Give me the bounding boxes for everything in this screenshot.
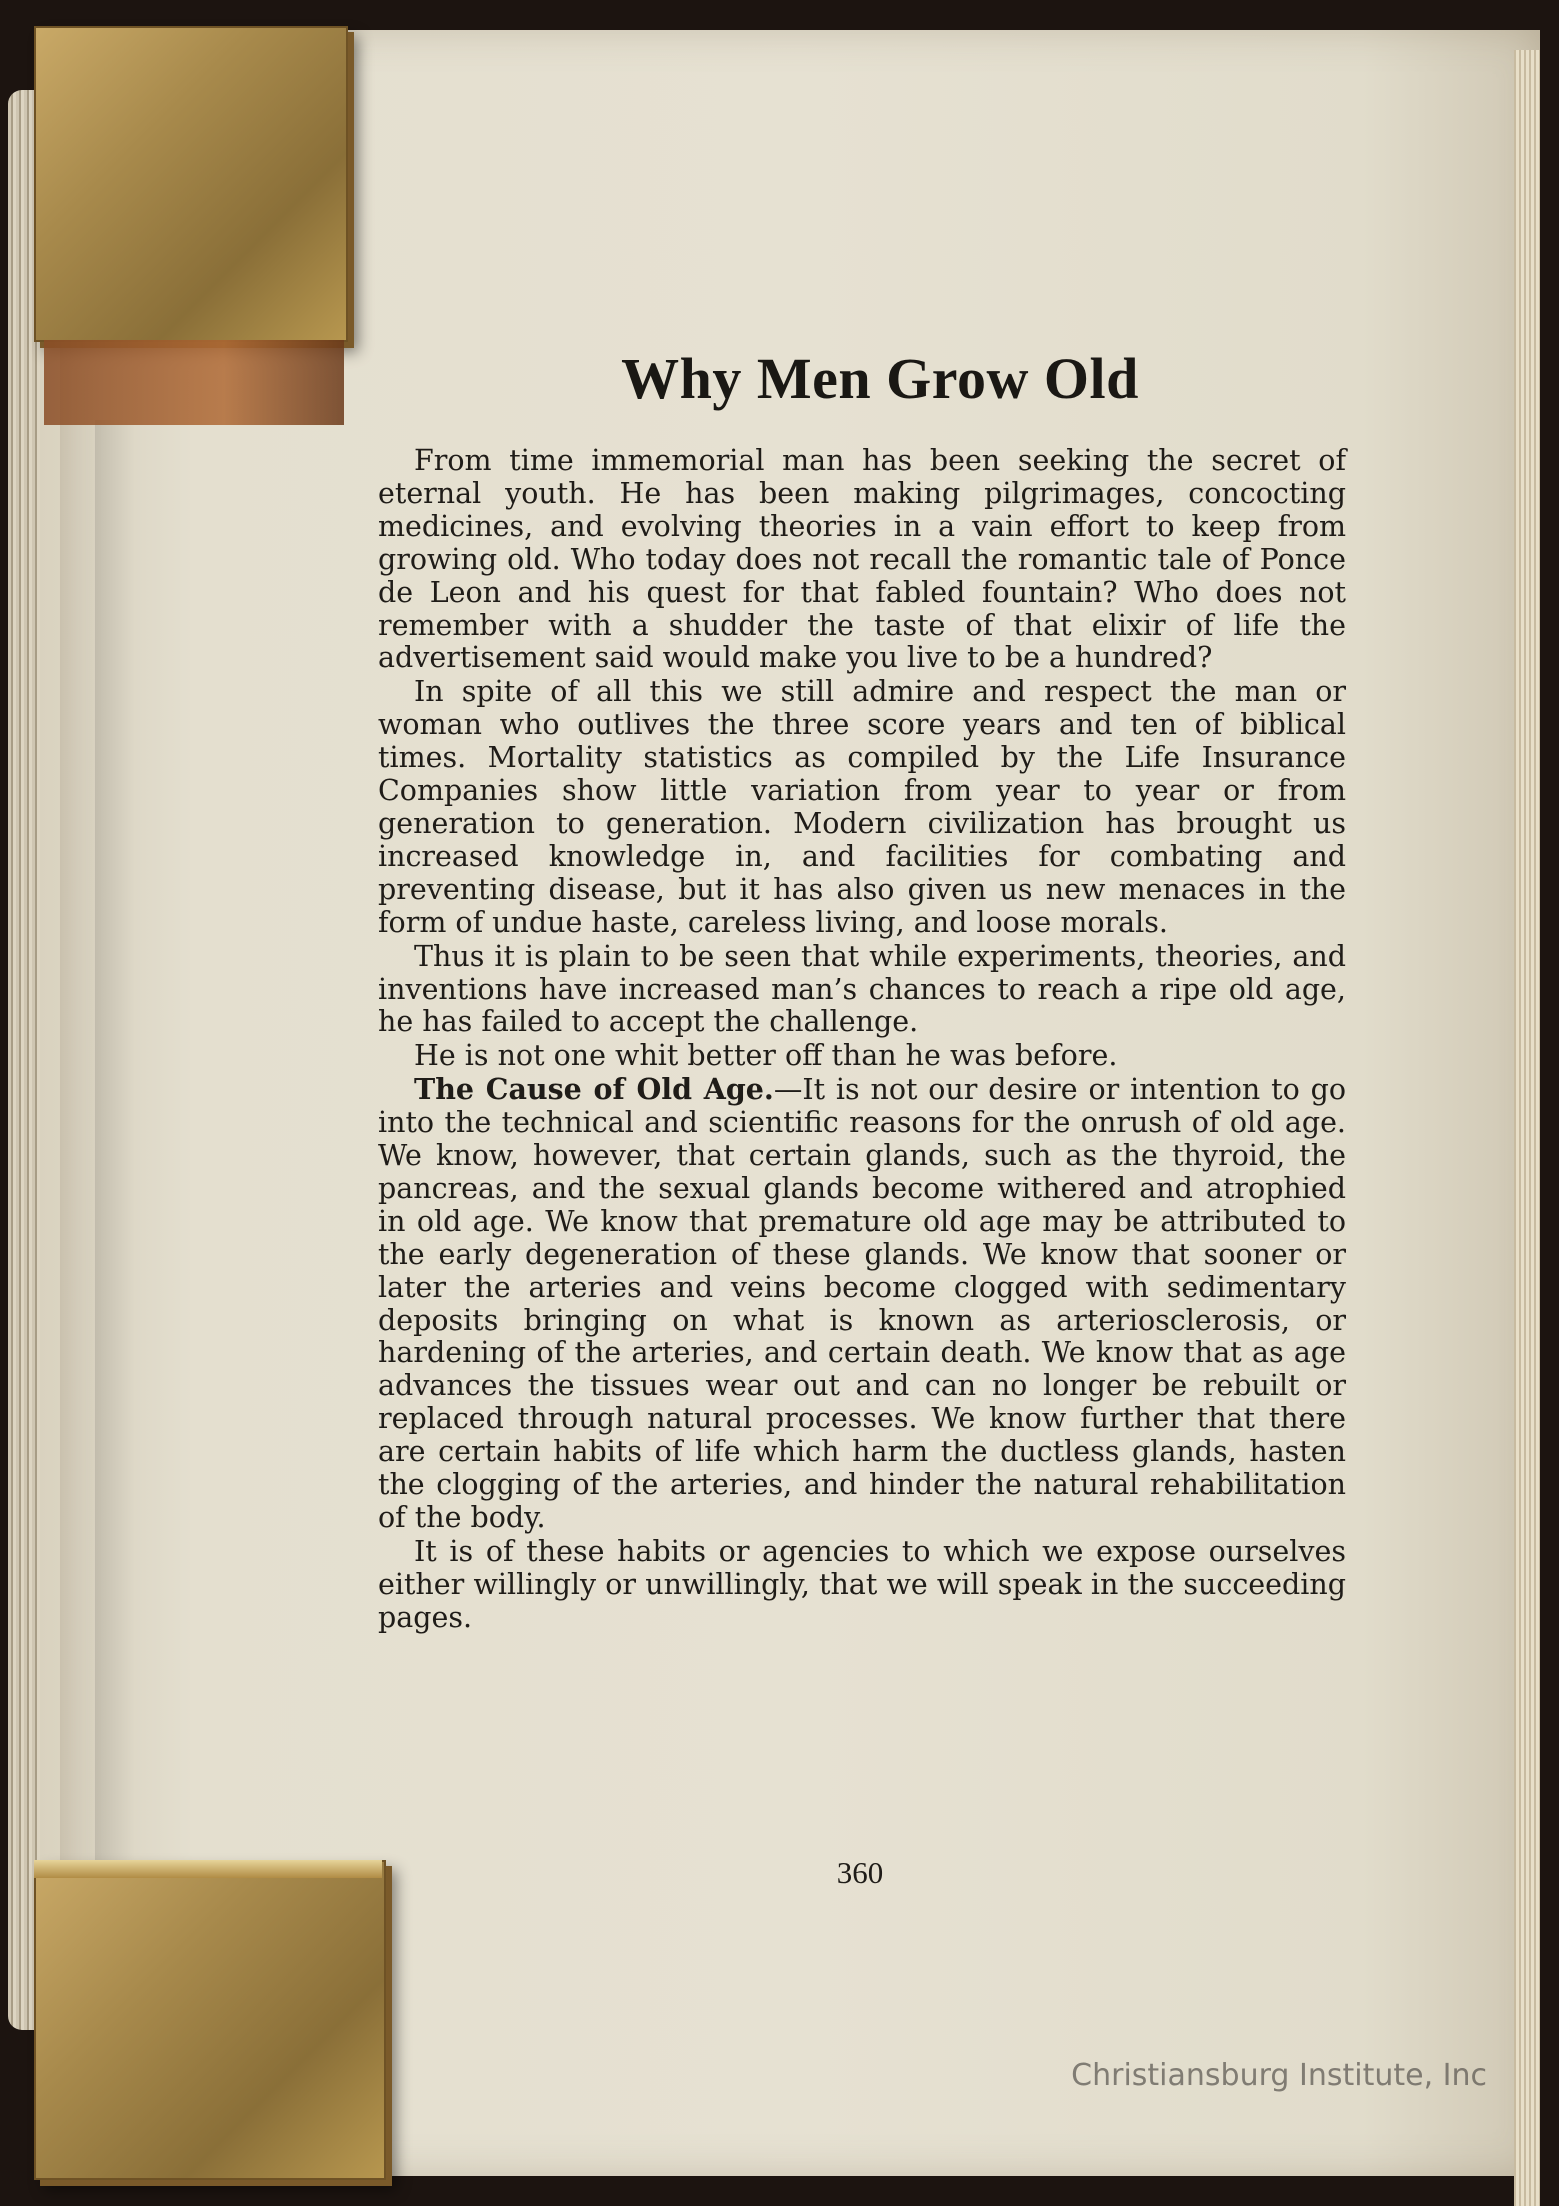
paragraph: [378, 1535, 1346, 1635]
paragraph-text: —It is not our desire or intention to go into the technical and scientific reasons for the onrush of old age. We know, however, that certain glands, such as the thyroid, the pancreas, and the sexual glands become withered and atrophied in old age. We know that premature old age may be attributed to the early degeneration of these glands. We know that sooner or later the arteries and veins become clogged with sedimentary deposits bringing on what is known as arteriosclerosis, or hardening of the arteries, and certain death. We know that as age advances the tissues wear out and can no longer be rebuilt or replaced through natural processes. We know further that there are certain habits of life which harm the ductless glands, hasten the clogging of the arteries, and hinder the natural rehabilitation of the body.: [378, 1073, 1346, 1534]
paragraph: [378, 940, 1346, 1040]
paragraph-text: In spite of all this we still admire and respect the man or woman who outlives the three score years and ten of biblical times. Mortality statistics as compiled by the Life Insurance Companies show little variation from year to year or from generation to generation. Modern civilization has brought us increased knowledge in, and facilities for combating and preventing disease, but it has also given us new menaces in the form of undue haste, careless living, and loose morals.: [378, 675, 1346, 939]
bottom-corner-cap: [34, 1860, 382, 1878]
paragraph: [378, 675, 1346, 939]
paragraph: [378, 444, 1346, 675]
paragraph-text: From time immemorial man has been seeking the secret of eternal youth. He has been making pilgrimages, concocting medicines, and evolving theories in a vain effort to keep from growing old. Who today does not recall the romantic tale of Ponce de Leon and his quest for that fabled fountain? Who does not remember with a shudder the taste of that elixir of life the advertisement said would make you live to be a hundred?: [378, 444, 1346, 675]
chapter-title: Why Men Grow Old: [621, 346, 1139, 411]
section-heading-cause-of-old-age: The Cause of Old Age.: [414, 1072, 774, 1107]
page-number: 360: [836, 1855, 884, 1890]
top-corner-protector: [34, 26, 348, 342]
paragraph-text: Thus it is plain to be seen that while experiments, theories, and inventions have increased man’s chances to reach a ripe old age, he has failed to accept the challenge.: [378, 939, 1346, 1039]
body-text: [378, 444, 1346, 1635]
paragraph-text: He is not one whit better off than he was before.: [414, 1039, 1118, 1073]
paragraph-text: It is of these habits or agencies to which we expose ourselves either willingly or unwillingly, that we will speak in the succeeding pages.: [378, 1534, 1346, 1634]
bottom-corner-protector: [34, 1860, 386, 2180]
paragraph: [378, 1073, 1346, 1535]
top-corner-strap: [44, 340, 344, 425]
spine-shadow: [95, 420, 135, 1920]
watermark: Christiansburg Institute, Inc: [1071, 2058, 1487, 2093]
paragraph: [378, 1039, 1346, 1073]
page-edge-right: [1514, 50, 1540, 2206]
